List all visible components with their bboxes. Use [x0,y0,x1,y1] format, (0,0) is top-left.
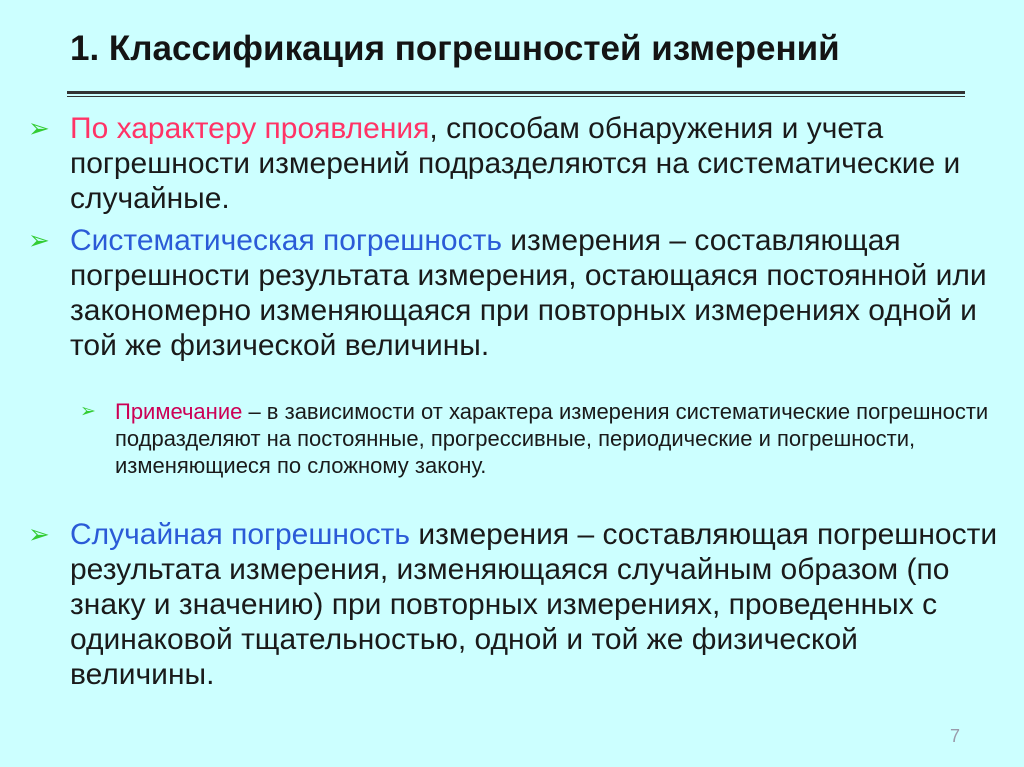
title-underline-thin [67,96,965,97]
bullet-highlight: Примечание [115,399,243,424]
bullet-text [70,223,1008,363]
arrow-bullet-icon: ➢ [28,519,50,549]
title-underline-thick [67,91,965,94]
bullet-random-error [28,517,1008,692]
bullet-highlight: Систематическая погрешность [70,224,502,257]
arrow-bullet-icon: ➢ [80,401,96,422]
bullet-highlight: Случайная погрешность [70,518,411,551]
bullet-body: , способам обнаружения и учета погрешности измерений подразделяются на систематические и случайные. [70,112,961,215]
bullet-character-classification [28,111,1008,216]
bullet-systematic-error [28,223,1008,363]
bullet-text [115,398,1000,479]
slide-title: 1. Классификация погрешностей измерений [70,29,840,68]
arrow-bullet-icon: ➢ [28,113,50,143]
bullet-body: измерения – составляющая погрешности результата измерения, остающаяся постоянной или закономерно изменяющаяся при повторных измерениях одной и той же физической величины. [70,224,987,362]
bullet-body: измерения – составляющая погрешности результата измерения, изменяющаяся случайным образом (по знаку и значению) при повторных измерениях, проведенных с одинаковой тщательностью, одной и той же физической величины. [70,518,998,691]
arrow-bullet-icon: ➢ [28,225,50,255]
bullet-note [80,398,1000,479]
bullet-body: – в зависимости от характера измерения систематические погрешности подразделяют на постоянные, прогрессивные, периодические и погрешности, изменяющиеся по сложному закону. [115,399,989,478]
bullet-text [70,517,1008,692]
bullet-text [70,111,1008,216]
bullet-highlight: По характеру проявления [70,112,430,145]
page-number: 7 [950,726,961,746]
